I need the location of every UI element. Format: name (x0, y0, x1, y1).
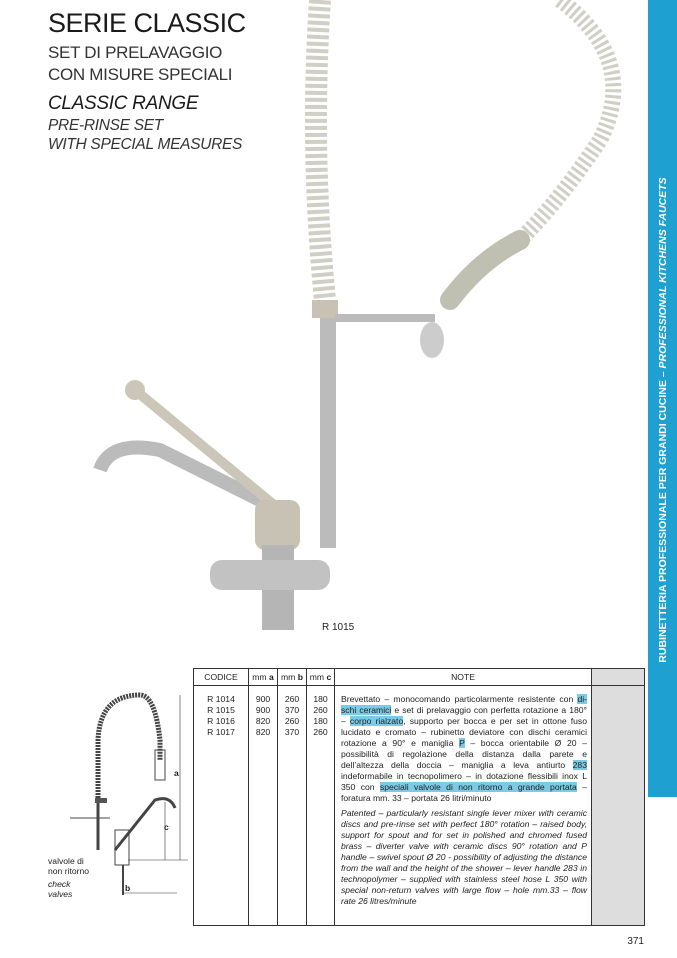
valves-label-en (48, 879, 72, 899)
c-cell: 180 260 180 260 (307, 686, 335, 926)
subtitle-line: SET DI PRELAVAGGIO (48, 43, 223, 62)
gray-column (592, 686, 645, 926)
col-header-c: mm c (307, 669, 335, 686)
note-english: Patented – particularly resistant single lever mixer with ceramic discs and pre-rinse set with perfect 180° rotation – raised body, support for spout and for set in polished and chromed fused brass – diverter valve with ceramic discs 90° rotation and P handle – swivel spout Ø 20 - possibility of adjusting the distance from the wall and the height of the shower – lever handle 283 in technopolymer – supplied with stainless steel hose L 350 with special non-return valves with large flow – hole mm.33 – flow rate 26 litres/minute (341, 808, 587, 906)
sidebar-text-en: PROFESSIONAL KITCHENS FAUCETS (656, 177, 669, 369)
col-header-b: mm b (278, 669, 307, 686)
dimension-a-label: a (174, 768, 179, 778)
subtitle-line: CON MISURE SPECIALI (48, 65, 233, 84)
label-line: valves (48, 889, 73, 899)
valves-label-it (48, 856, 89, 876)
sidebar-text (657, 177, 669, 662)
a-cell: 900 900 820 820 (249, 686, 278, 926)
label-line: check (48, 879, 71, 889)
note-cell: Brevettato – monocomando particolarmente resistente con di-schi ceramici e set di prelavaggio con perfetta rotazione a 180° – corpo rialzato, supporto per bocca e per set in ottone fuso lucidato e cromato – rubinetto deviatore con dischi ceramici rotazione a 90° e maniglia P – bocca orientabile Ø 20 – possibilità di regolazione della distanza dalla parete e dell’altezza della doccia – maniglia a leva antiurto 283 indeformabile in tecnopolimero – in dotazione flessibili inox L 350 con speciali valvole di non ritorno a grande portata – foratura mm. 33 – portata 26 litri/minuto Patented – particularly resistant single lever mixer with ceramic discs and pre-rinse set with perfect 180° rotation – raised body, support for spout and for set in polished and chromed fused brass – diverter valve with ceramic discs 90° rotation and P handle – swivel spout Ø 20 - possibility of adjusting the distance from the wall and the height of the shower – lever handle 283 in technopolymer – supplied with stainless steel hose L 350 with special non-return valves with large flow – hole mm.33 – flow rate 26 litres/minute (335, 686, 592, 926)
photo-caption: R 1015 (322, 622, 355, 633)
sidebar-band (648, 0, 677, 797)
title-en: CLASSIC RANGE (48, 93, 199, 114)
sidebar-text-it: RUBINETTERIA PROFESSIONALE PER GRANDI CUCINE – (656, 368, 669, 663)
label-line: valvole di (48, 856, 84, 866)
subtitle-line: WITH SPECIAL MEASURES (48, 136, 243, 153)
dimension-b-label: b (125, 883, 131, 893)
page-title: SERIE CLASSIC (48, 8, 246, 38)
label-line: non ritorno (48, 866, 90, 876)
subtitle-line: PRE-RINSE SET (48, 117, 163, 134)
faucet-photo (80, 0, 640, 640)
codes-cell: R 1014 R 1015 R 1016 R 1017 (194, 686, 249, 926)
gray-column (592, 669, 645, 686)
b-cell: 260 370 260 370 (278, 686, 307, 926)
dimension-c-label: c (164, 822, 169, 832)
col-header-code: CODICE (194, 669, 249, 686)
dimension-diagram (60, 690, 200, 910)
product-table (193, 668, 645, 926)
col-header-note: NOTE (335, 669, 592, 686)
page-number: 371 (627, 936, 644, 947)
col-header-a: mm a (249, 669, 278, 686)
